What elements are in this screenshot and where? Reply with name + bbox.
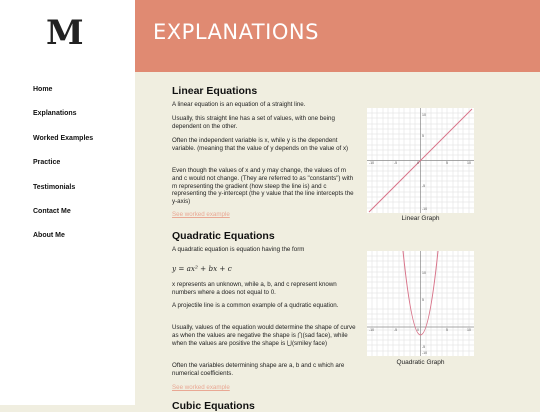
tick-label: 0 (417, 328, 419, 332)
tick-label: -10 (369, 328, 375, 332)
quadratic-paragraph: x represents an unknown, while a, b, and c represent known numbers where a does not equal to 0. (172, 281, 337, 296)
quadratic-equation: y = ax² + bx + c (172, 264, 232, 273)
linear-worked-example-link[interactable]: See worked example (172, 211, 230, 218)
nav-practice[interactable]: Practice (33, 159, 61, 166)
nav-worked-examples[interactable]: Worked Examples (33, 135, 94, 142)
tick-label: -5 (422, 345, 426, 349)
linear-paragraph: Even though the values of x and y may change, the values of m and c would not change. (They are referred to as "constants") with m representing the gradient (how steep the line is) and c representing the y-intercept (the y value that the line intercepts the y-axis) (172, 167, 354, 206)
tick-label: 10 (467, 161, 471, 165)
linear-paragraph: Often the independent variable is x, while y is the dependent variable. (meaning that the value of y depends on the value of x) (172, 137, 349, 152)
nav-contact-me[interactable]: Contact Me (33, 208, 71, 215)
linear-paragraph: A linear equation is an equation of a straight line. (172, 101, 306, 108)
tick-label: -5 (394, 328, 398, 332)
tick-label: 5 (446, 161, 448, 165)
sidebar (0, 0, 135, 405)
quadratic-graph (367, 251, 474, 356)
quadratic-worked-example-link[interactable]: See worked example (172, 384, 230, 391)
quadratic-graph-plot (367, 251, 474, 356)
tick-label: 0 (417, 161, 419, 165)
quadratic-graph-caption: Quadratic Graph (396, 359, 445, 366)
linear-graph-caption: Linear Graph (401, 215, 440, 222)
quadratic-paragraph: A projectile line is a common example of a qudratic equation. (172, 302, 339, 309)
tick-label: 10 (467, 328, 471, 332)
linear-graph-plot (367, 108, 474, 213)
tick-label: 5 (422, 298, 424, 302)
linear-paragraph: Usually, this straight line has a set of values, with one being dependent on the other. (172, 115, 335, 130)
quadratic-intro: A quadratic equation is equation having the form (172, 246, 305, 253)
tick-label: -5 (422, 184, 426, 188)
linear-heading: Linear Equations (172, 85, 258, 97)
tick-label: 5 (446, 328, 448, 332)
tick-label: 10 (422, 271, 426, 275)
nav-testimonials[interactable]: Testimonials (33, 184, 76, 191)
nav-home[interactable]: Home (33, 86, 53, 93)
tick-label: -10 (422, 207, 428, 211)
tick-label: 10 (422, 113, 426, 117)
site-logo[interactable]: M (46, 13, 84, 53)
quadratic-heading: Quadratic Equations (172, 230, 275, 242)
tick-label: -10 (422, 351, 428, 355)
cubic-heading: Cubic Equations (172, 400, 255, 412)
quadratic-paragraph: Usually, values of the equation would determine the shape of curve as when the values are negative the shape is ⋂(sad face), while when the values are positive the shape is ⋃(smiley face) (172, 324, 356, 347)
quadratic-paragraph: Often the variables determining shape are a, b and c which are numerical coefficients. (172, 362, 345, 377)
nav-about-me[interactable]: About Me (33, 232, 65, 239)
tick-label: -5 (394, 161, 398, 165)
page-header (135, 0, 540, 72)
tick-label: 5 (422, 134, 424, 138)
page-title: EXPLANATIONS (153, 20, 319, 44)
tick-label: -10 (369, 161, 375, 165)
nav-explanations[interactable]: Explanations (33, 110, 77, 117)
linear-graph (367, 108, 474, 213)
